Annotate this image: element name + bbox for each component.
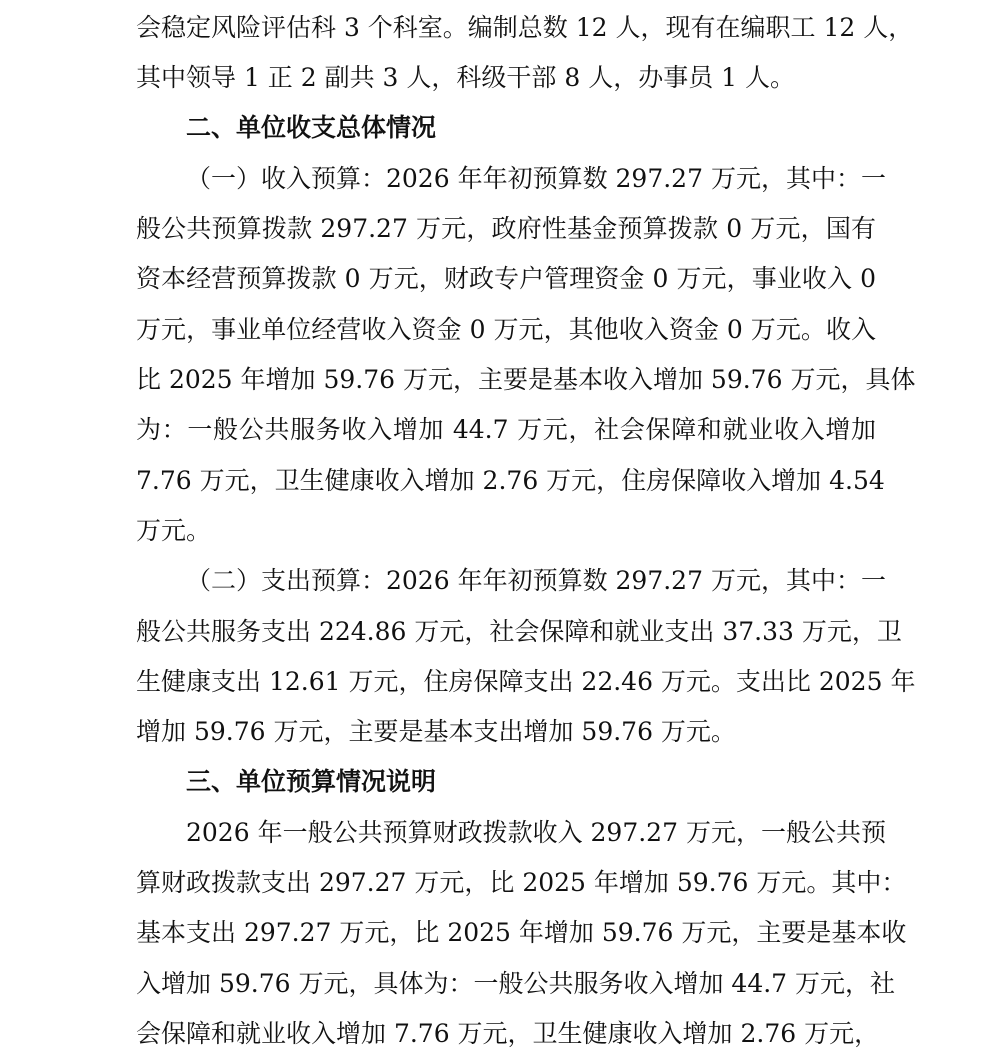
paragraph-text: 算财政拨款支出 297.27 万元，比 2025 年增加 59.76 万元。其中： (136, 868, 907, 897)
paragraph-text: 增加 59.76 万元，主要是基本支出增加 59.76 万元。 (136, 717, 736, 746)
text-line (0, 556, 1000, 606)
text-line (0, 858, 1000, 908)
paragraph-text: 资本经营预算拨款 0 万元，财政专户管理资金 0 万元，事业收入 0 (136, 264, 876, 293)
paragraph-text: 7.76 万元，卫生健康收入增加 2.76 万元，住房保障收入增加 4.54 (136, 466, 885, 495)
paragraph-text: 基本支出 297.27 万元，比 2025 年增加 59.76 万元，主要是基本收 (136, 918, 907, 947)
text-line (0, 607, 1000, 657)
text-line (0, 456, 1000, 506)
text-line (0, 254, 1000, 304)
paragraph-text: 会稳定风险评估科 3 个科室。编制总数 12 人，现有在编职工 12 人， (136, 13, 914, 42)
text-line (0, 405, 1000, 455)
paragraph-text: 比 2025 年增加 59.76 万元，主要是基本收入增加 59.76 万元，具体 (136, 365, 916, 394)
text-line (0, 154, 1000, 204)
text-line (0, 305, 1000, 355)
paragraph-text: 般公共预算拨款 297.27 万元，政府性基金预算拨款 0 万元，国有 (136, 214, 876, 243)
text-line (0, 204, 1000, 254)
paragraph-text: 万元，事业单位经营收入资金 0 万元，其他收入资金 0 万元。收入 (136, 315, 876, 344)
section-heading-text: 三、单位预算情况说明 (186, 767, 437, 796)
text-line (0, 506, 1000, 556)
paragraph-text: （二）支出预算：2026 年年初预算数 297.27 万元，其中：一 (186, 566, 886, 595)
paragraph-text: 其中领导 1 正 2 副共 3 人，科级干部 8 人，办事员 1 人。 (136, 63, 795, 92)
text-line (0, 53, 1000, 103)
paragraph-text: 入增加 59.76 万元，具体为：一般公共服务收入增加 44.7 万元，社 (136, 969, 896, 998)
paragraph-text: 般公共服务支出 224.86 万元，社会保障和就业支出 37.33 万元，卫 (136, 617, 902, 646)
section-heading (0, 757, 1000, 807)
text-line (0, 355, 1000, 405)
paragraph-text: （一）收入预算：2026 年年初预算数 297.27 万元，其中：一 (186, 164, 886, 193)
paragraph-text: 为：一般公共服务收入增加 44.7 万元，社会保障和就业收入增加 (136, 415, 876, 444)
text-line (0, 959, 1000, 1009)
paragraph-text: 2026 年一般公共预算财政拨款收入 297.27 万元，一般公共预 (186, 818, 886, 847)
paragraph-text: 生健康支出 12.61 万元，住房保障支出 22.46 万元。支出比 2025 年 (136, 667, 916, 696)
text-line (0, 908, 1000, 958)
section-heading-text: 二、单位收支总体情况 (186, 113, 437, 142)
text-line (0, 808, 1000, 858)
text-line (0, 657, 1000, 707)
text-line (0, 3, 1000, 53)
text-line (0, 707, 1000, 757)
text-line (0, 1009, 1000, 1059)
paragraph-text: 会保障和就业收入增加 7.76 万元，卫生健康收入增加 2.76 万元， (136, 1019, 880, 1048)
paragraph-text: 万元。 (136, 516, 212, 545)
section-heading (0, 103, 1000, 153)
